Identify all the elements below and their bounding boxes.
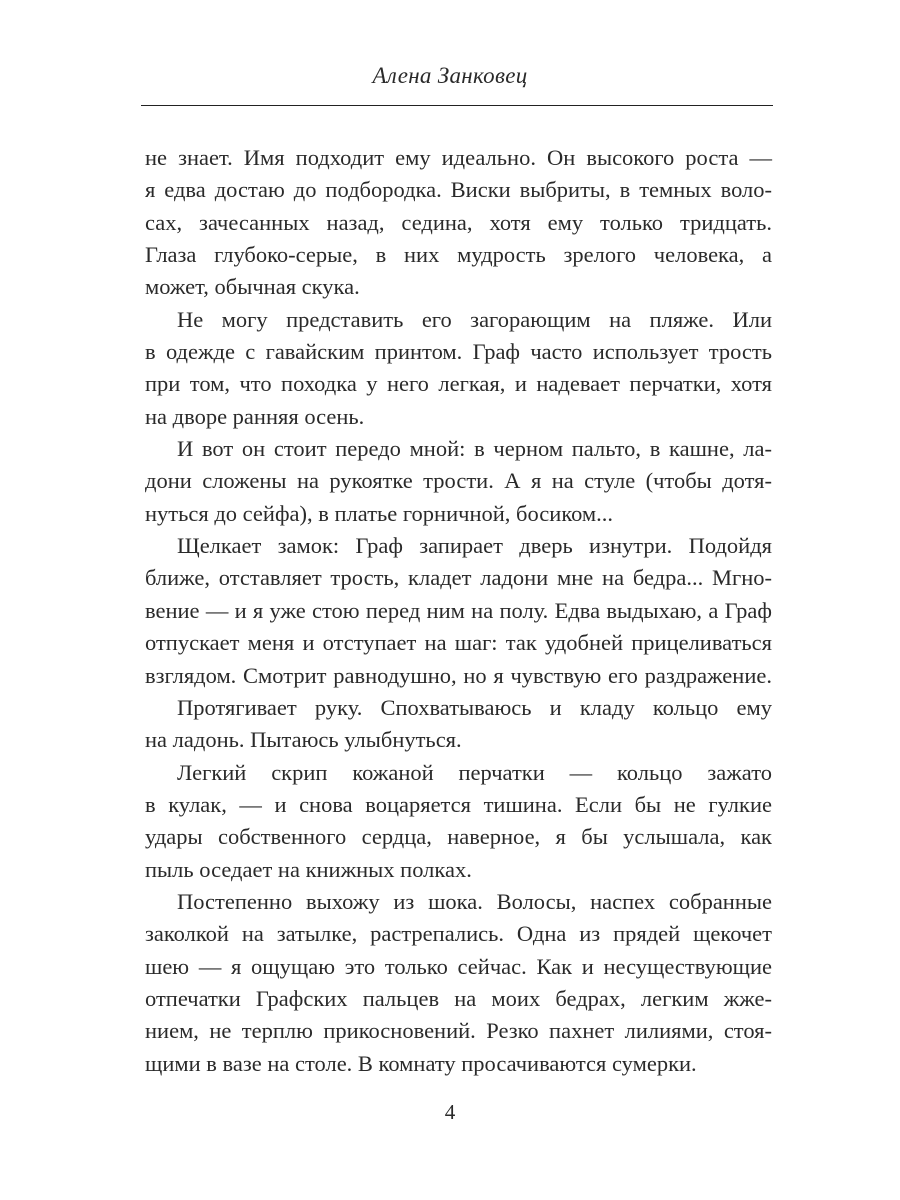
paragraph-first-line: И вот он стоит передо мной: в черном пальто, в кашне, ла- xyxy=(177,436,772,462)
paragraph-first-line: Постепенно выхожу из шока. Волосы, наспех собранные xyxy=(177,888,772,914)
text-line: в кулак, — и снова воцаряется тишина. Если бы не гулкие xyxy=(145,791,772,817)
text-line: заколкой на затылке, растрепались. Одна из прядей щекочет xyxy=(145,921,772,947)
text-line: может, обычная скука. xyxy=(145,274,360,300)
text-line: на дворе ранняя осень. xyxy=(145,403,365,429)
text-line: пыль оседает на книжных полках. xyxy=(145,856,472,882)
header-rule xyxy=(141,105,773,106)
text-line: Глаза глубоко-серые, в них мудрость зрелого человека, а xyxy=(145,242,772,268)
text-line: дони сложены на рукоятке трости. А я на стуле (чтобы дотя- xyxy=(145,468,772,494)
text-line: ближе, отставляет трость, кладет ладони мне на бедра... Мгно- xyxy=(145,565,772,591)
text-line: щими в вазе на столе. В комнату просачиваются сумерки. xyxy=(145,1050,697,1076)
text-line: удары собственного сердца, наверное, я бы услышала, как xyxy=(145,824,772,850)
text-line: отпечатки Графских пальцев на моих бедрах, легким жже- xyxy=(145,985,772,1011)
paragraph-first-line: Не могу представить его загорающим на пляже. Или xyxy=(177,306,772,332)
text-line: я едва достаю до подбородка. Виски выбриты, в темных воло- xyxy=(145,177,772,203)
text-line: нуться до сейфа), в платье горничной, босиком... xyxy=(145,500,614,526)
text-line: взглядом. Смотрит равнодушно, но я чувствую его раздражение. xyxy=(145,662,772,688)
body-text xyxy=(145,142,772,1080)
text-line: в одежде с гавайским принтом. Граф часто использует трость xyxy=(145,339,772,365)
text-line: шею — я ощущаю это только сейчас. Как и несуществующие xyxy=(145,953,772,979)
text-line: сах, зачесанных назад, седина, хотя ему только тридцать. xyxy=(145,209,772,235)
text-line: вение — и я уже стою перед ним на полу. Едва выдыхаю, а Граф xyxy=(145,597,772,623)
text-line: на ладонь. Пытаюсь улыбнуться. xyxy=(145,727,462,753)
paragraph-first-line: Протягивает руку. Спохватываюсь и кладу кольцо ему xyxy=(177,694,772,720)
page-number: 4 xyxy=(444,1100,456,1124)
text-line: при том, что походка у него легкая, и надевает перчатки, хотя xyxy=(145,371,772,397)
text-line: нием, не терплю прикосновений. Резко пахнет лилиями, стоя- xyxy=(145,1018,772,1044)
running-head-author: Алена Занковец xyxy=(372,63,528,88)
paragraph-first-line: Щелкает замок: Граф запирает дверь изнутри. Подойдя xyxy=(177,533,772,559)
paragraph-first-line: Легкий скрип кожаной перчатки — кольцо зажато xyxy=(177,759,772,785)
text-line: не знает. Имя подходит ему идеально. Он высокого роста — xyxy=(145,145,772,170)
text-line: отпускает меня и отступает на шаг: так удобней прицеливаться xyxy=(145,630,772,656)
